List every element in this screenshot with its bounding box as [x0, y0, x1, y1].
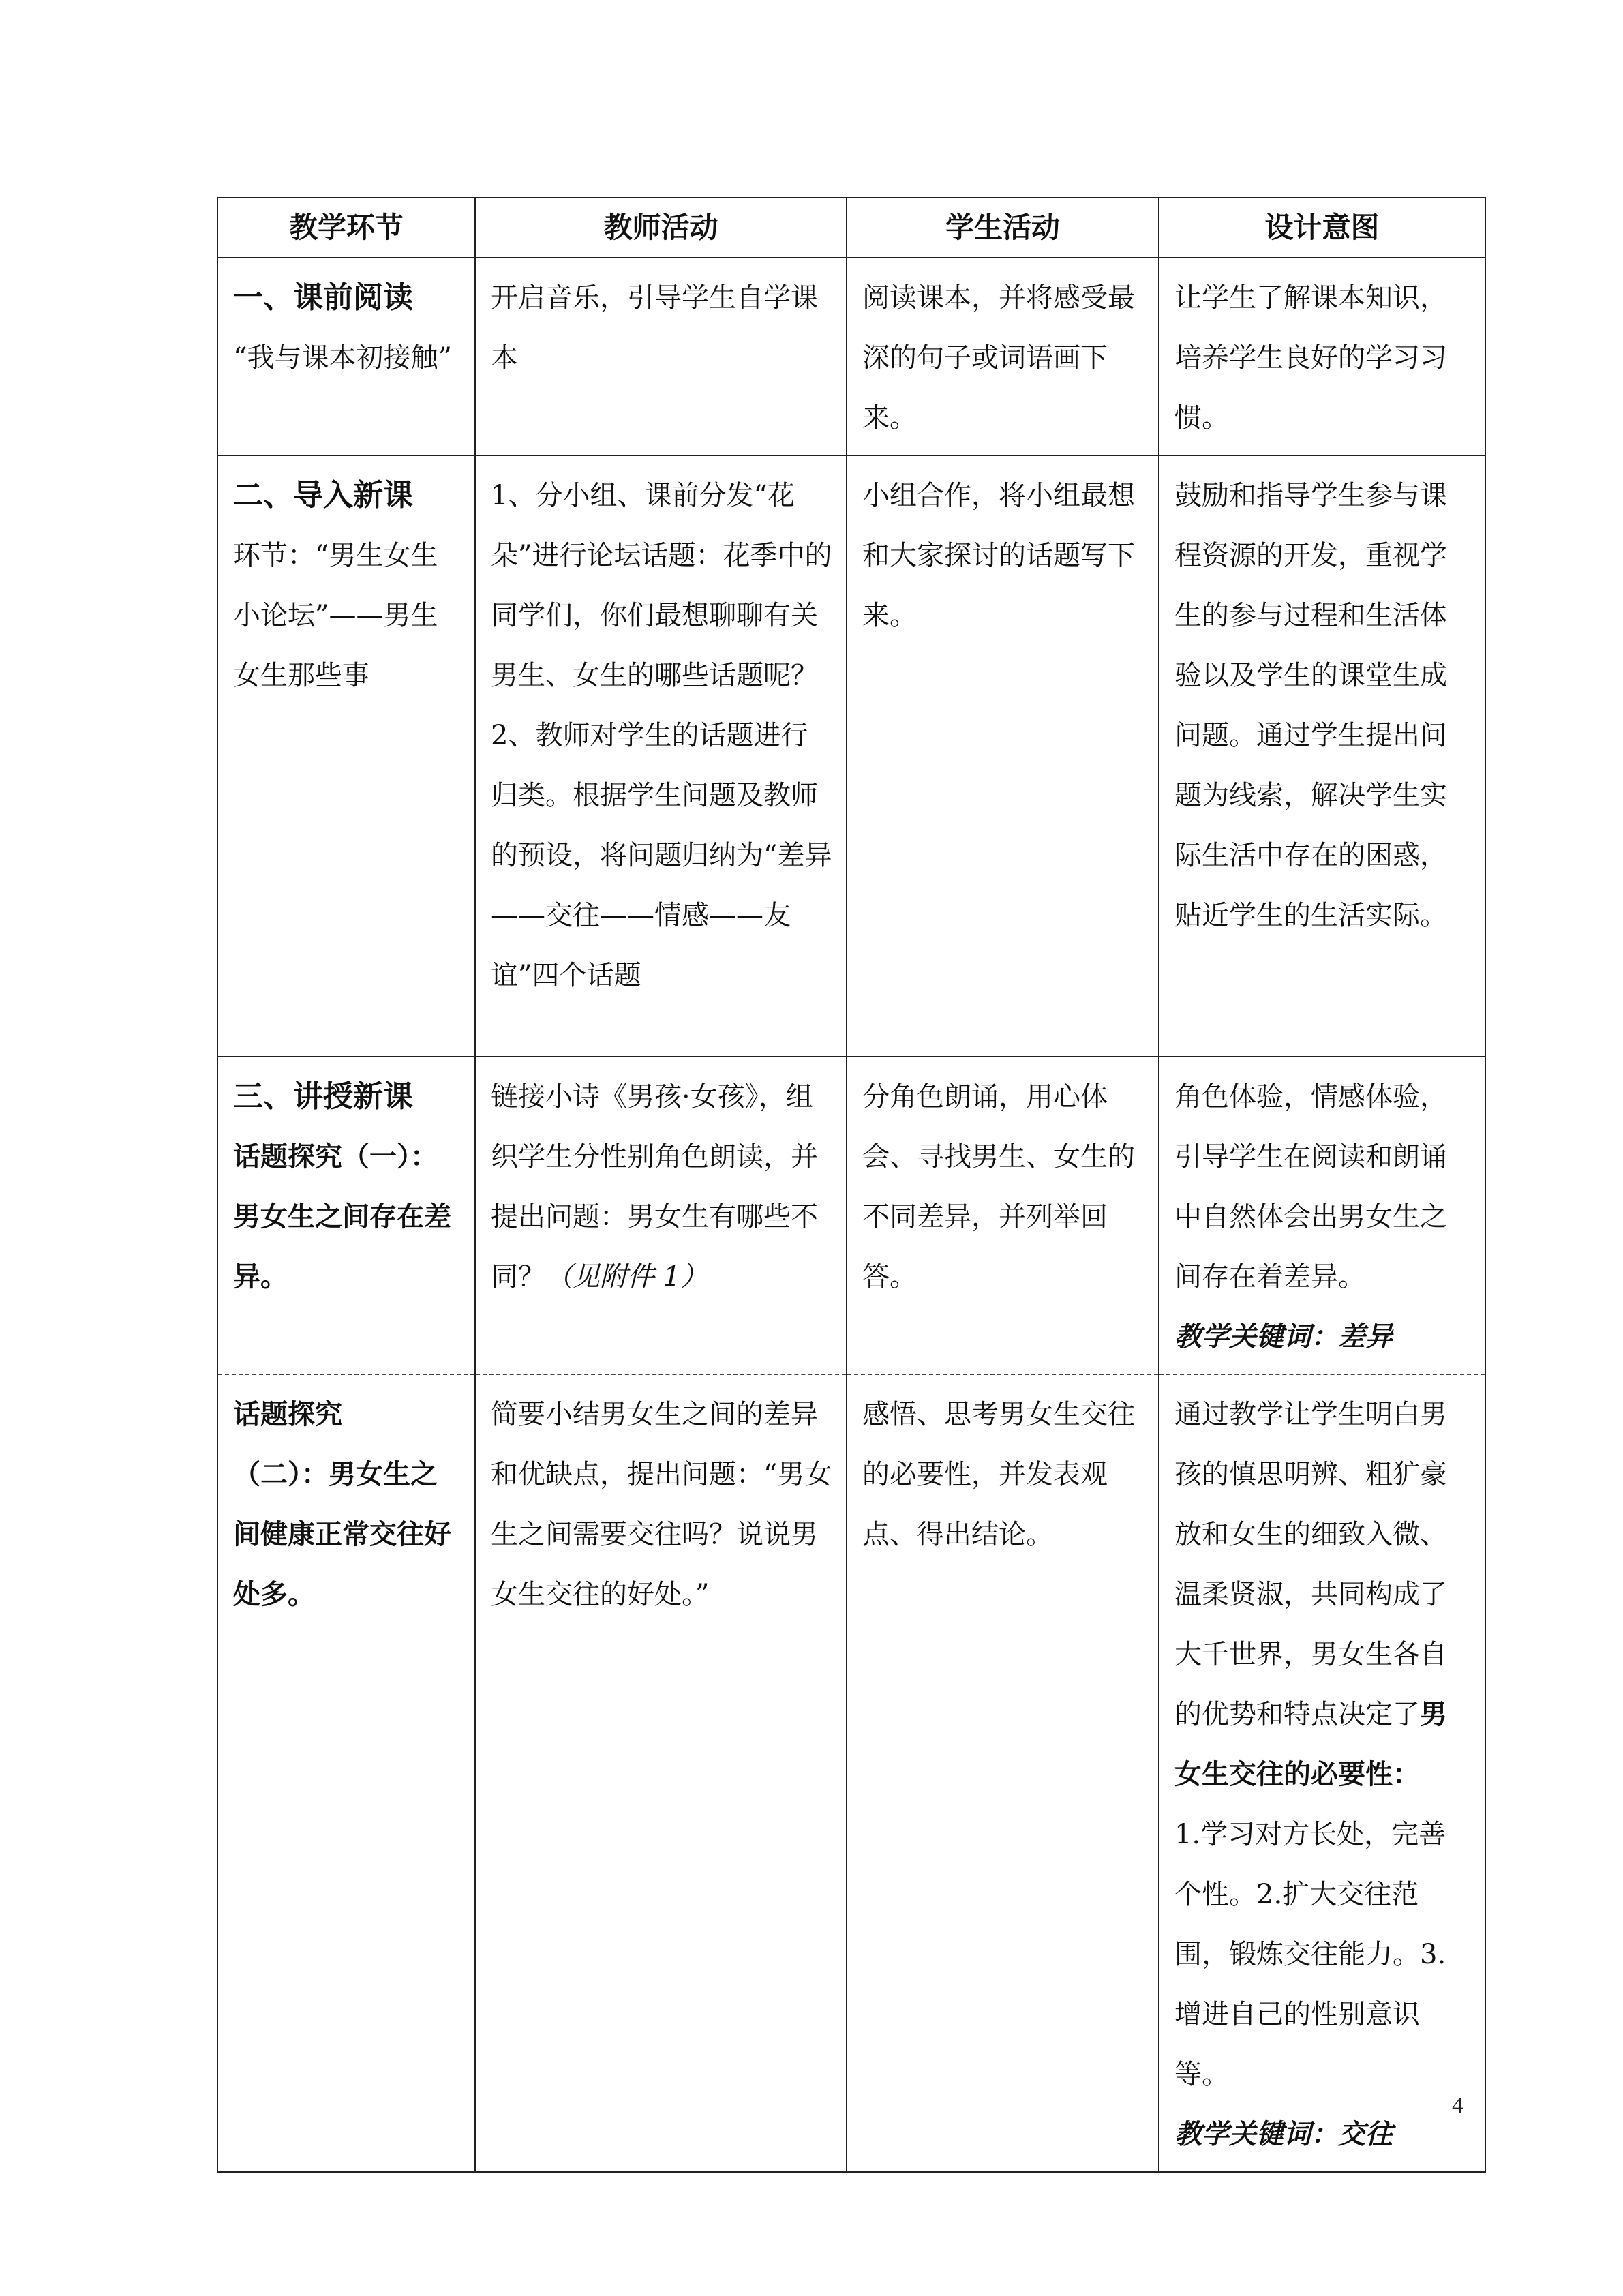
stage-title: 二、导入新课 [233, 478, 413, 513]
stage-subtitle: 话题探究 [233, 1399, 342, 1430]
teacher-activity-text: 简要小结男女生之间的差异和优缺点，提出问题：“男女生之间需要交往吗？说说男女生交往的好处。” [491, 1399, 832, 1610]
stage-subtitle: （二）：男女生之间健康正常交往好处多。 [233, 1459, 451, 1610]
teacher-activity-cell [475, 455, 847, 1057]
attachment-note: （见附件 1） [545, 1261, 708, 1293]
header-stage: 教学环节 [217, 198, 475, 258]
teaching-keyword: 教学关键词：差异 [1174, 1320, 1393, 1353]
student-activity-cell [847, 1057, 1159, 1374]
design-intent-cell [1159, 258, 1485, 455]
stage-subtitle: 话题探究（一）：男女生之间存在差异。 [233, 1141, 451, 1293]
student-activity-text: 分角色朗诵，用心体会、寻找男生、女生的不同差异，并列举回答。 [862, 1081, 1135, 1293]
student-activity-cell [847, 258, 1159, 455]
stage-title: 一、课前阅读 [233, 280, 413, 315]
table-header-row [217, 198, 1485, 258]
teaching-keyword: 教学关键词：交往 [1174, 2118, 1393, 2150]
teacher-activity-text: 链接小诗《男孩·女孩》，组织学生分性别角色朗读，并提出问题：男女生有哪些不同？ [491, 1081, 818, 1293]
design-intent-cell [1159, 1374, 1485, 2172]
student-activity-text: 阅读课本，并将感受最深的句子或词语画下来。 [862, 282, 1135, 434]
teacher-activity-cell [475, 1057, 847, 1374]
student-activity-cell [847, 1374, 1159, 2172]
lesson-plan-table [217, 197, 1486, 2173]
stage-subtitle: 环节：“男生女生小论坛”——男生女生那些事 [233, 540, 438, 691]
teacher-activity-cell [475, 258, 847, 455]
stage-cell [217, 258, 475, 455]
stage-cell [217, 1374, 475, 2172]
student-activity-text: 感悟、思考男女生交往的必要性，并发表观点、得出结论。 [862, 1399, 1135, 1550]
teacher-activity-text: 开启音乐，引导学生自学课本 [491, 282, 818, 374]
teacher-activity-text: 1、分小组、课前分发“花朵”进行论坛话题：花季中的同学们，你们最想聊聊有关男生、女生的哪些话题呢？ [491, 480, 832, 691]
page-number: 4 [1452, 2093, 1463, 2118]
stage-title: 三、讲授新课 [233, 1079, 413, 1114]
stage-cell [217, 1057, 475, 1374]
teacher-activity-cell [475, 1374, 847, 2172]
table-row [217, 258, 1485, 455]
student-activity-cell [847, 455, 1159, 1057]
design-intent-text: 鼓励和指导学生参与课程资源的开发，重视学生的参与过程和生活体验以及学生的课堂生成问题。通过学生提出问题为线索，解决学生实际生活中存在的困惑，贴近学生的生活实际。 [1174, 480, 1447, 931]
design-intent-cell [1159, 455, 1485, 1057]
table-row [217, 455, 1485, 1057]
header-design-intent: 设计意图 [1159, 198, 1485, 258]
design-intent-cell [1159, 1057, 1485, 1374]
header-teacher-activity: 教师活动 [475, 198, 847, 258]
design-intent-text: 角色体验，情感体验，引导学生在阅读和朗诵中自然体会出男女生之间存在着差异。 [1174, 1081, 1447, 1293]
student-activity-text: 小组合作，将小组最想和大家探讨的话题写下来。 [862, 480, 1135, 631]
stage-subtitle: “我与课本初接触” [233, 342, 452, 374]
design-intent-emphasis: 男女生交往的必要性： [1174, 1698, 1447, 1790]
teacher-activity-text: 2、教师对学生的话题进行归类。根据学生问题及教师的预设，将问题归纳为“差异——交往——情感——友谊”四个话题 [491, 720, 832, 991]
design-intent-text: 让学生了解课本知识，培养学生良好的学习习惯。 [1174, 282, 1447, 434]
table-row [217, 1374, 1485, 2172]
header-student-activity: 学生活动 [847, 198, 1159, 258]
table-row [217, 1057, 1485, 1374]
design-intent-list: 1.学习对方长处，完善个性。2.扩大交往范围，锻炼交往能力。3.增进自己的性别意识等。 [1174, 1819, 1446, 2090]
stage-cell [217, 455, 475, 1057]
design-intent-text: 通过教学让学生明白男孩的慎思明辨、粗犷豪放和女生的细致入微、温柔贤淑，共同构成了大千世界，男女生各自的优势和特点决定了 [1174, 1399, 1447, 1730]
